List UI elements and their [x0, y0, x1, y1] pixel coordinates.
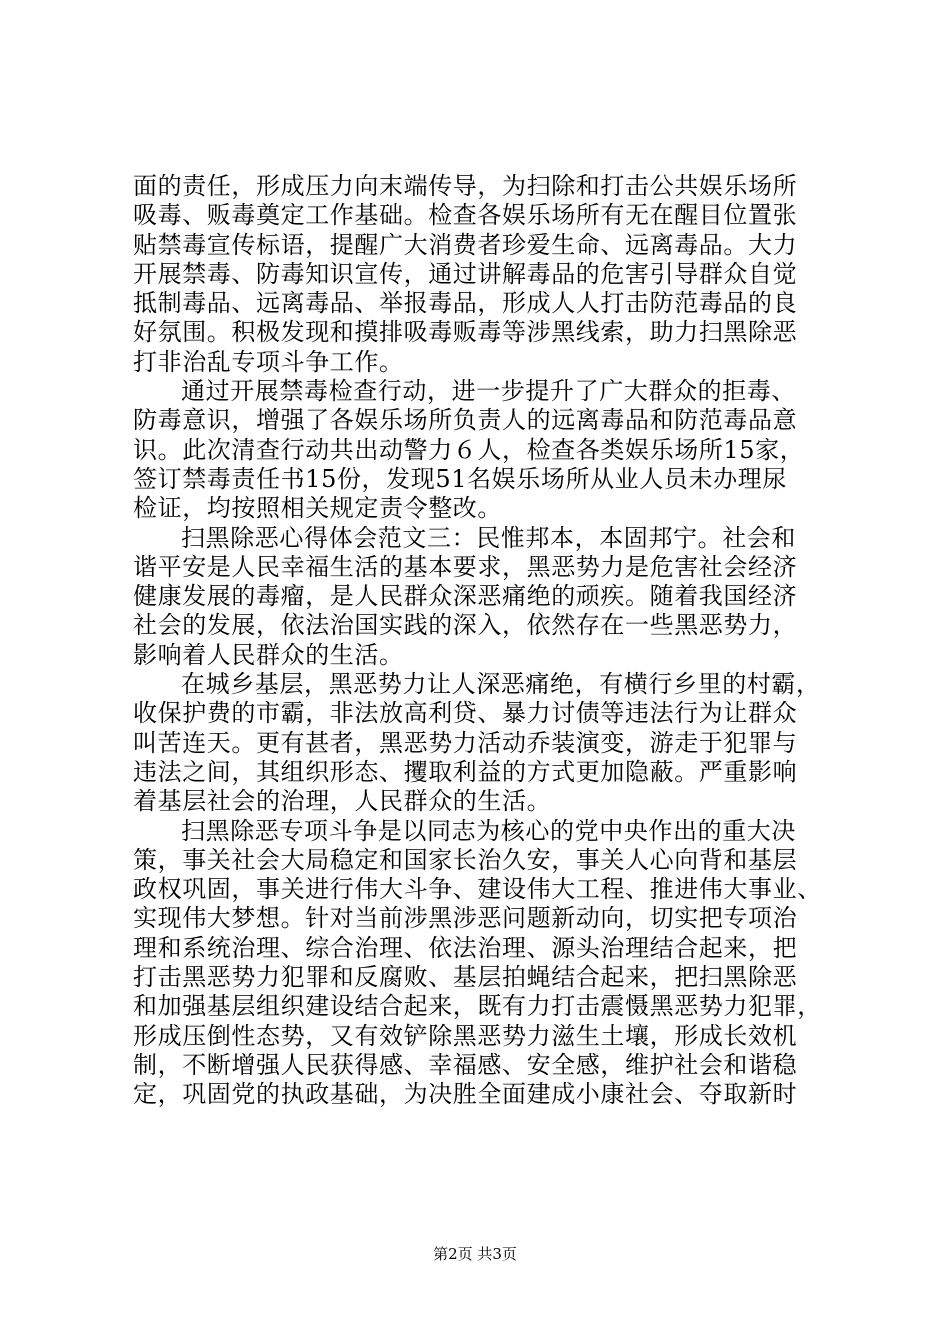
paragraph-first-line: 在城乡基层，黑恶势力让人深恶痛绝，有横行乡里的村霸，	[181, 670, 821, 699]
text-line: 和加强基层组织建设结合起来，既有力打击震慑黑恶势力犯罪，	[133, 992, 822, 1021]
page-footer	[0, 1244, 950, 1264]
text-line: 形成压倒性态势，又有效铲除黑恶势力滋生土壤，形成长效机	[133, 1021, 798, 1050]
document-body	[133, 172, 833, 1110]
text-line: 防毒意识，增强了各娱乐场所负责人的远离毒品和防范毒品意	[133, 406, 798, 435]
text-line: 制，不断增强人民获得感、幸福感、安全感，维护社会和谐稳	[133, 1050, 798, 1079]
text-line: 识。此次清查行动共出动警力６人，检查各类娱乐场所15家，	[133, 435, 805, 464]
text-line: 检证，均按照相关规定责令整改。	[133, 494, 502, 523]
text-line: 违法之间，其组织形态、攫取利益的方式更加隐蔽。严重影响	[133, 757, 798, 786]
text-line: 社会的发展，依法治国实践的深入，依然存在一些黑恶势力，	[133, 611, 798, 640]
text-line: 打非治乱专项斗争工作。	[133, 347, 404, 376]
text-line: 定，巩固党的执政基础，为决胜全面建成小康社会、夺取新时	[133, 1080, 798, 1109]
paragraph-first-line: 通过开展禁毒检查行动，进一步提升了广大群众的拒毒、	[181, 377, 796, 406]
text-line: 策，事关社会大局稳定和国家长治久安，事关人心向背和基层	[133, 845, 798, 874]
text-line: 抵制毒品、远离毒品、举报毒品，形成人人打击防范毒品的良	[133, 289, 798, 318]
text-line: 吸毒、贩毒奠定工作基础。检查各娱乐场所有无在醒目位置张	[133, 201, 798, 230]
text-line: 着基层社会的治理，人民群众的生活。	[133, 787, 552, 816]
text-line: 理和系统治理、综合治理、依法治理、源头治理结合起来，把	[133, 933, 798, 962]
text-line: 政权巩固，事关进行伟大斗争、建设伟大工程、推进伟大事业、	[133, 875, 822, 904]
text-line: 实现伟大梦想。针对当前涉黑涉恶问题新动向，切实把专项治	[133, 904, 798, 933]
text-line: 叫苦连天。更有甚者，黑恶势力活动乔装演变，游走于犯罪与	[133, 728, 798, 757]
text-line: 谐平安是人民幸福生活的基本要求，黑恶势力是危害社会经济	[133, 552, 798, 581]
text-line: 影响着人民群众的生活。	[133, 640, 404, 669]
text-line: 打击黑恶势力犯罪和反腐败、基层拍蝇结合起来，把扫黑除恶	[133, 963, 798, 992]
text-line: 好氛围。积极发现和摸排吸毒贩毒等涉黑线索，助力扫黑除恶	[133, 318, 798, 347]
text-line: 面的责任，形成压力向末端传导，为扫除和打击公共娱乐场所	[133, 172, 798, 200]
text-line: 签订禁毒责任书15份，发现51名娱乐场所从业人员未办理尿	[133, 464, 787, 493]
page-number: 第2页 共3页	[433, 1245, 517, 1263]
text-line: 贴禁毒宣传标语，提醒广大消费者珍爱生命、远离毒品。大力	[133, 230, 798, 259]
text-line: 收保护费的市霸，非法放高利贷、暴力讨债等违法行为让群众	[133, 699, 798, 728]
text-line: 开展禁毒、防毒知识宣传，通过讲解毒品的危害引导群众自觉	[133, 259, 798, 288]
text-line: 健康发展的毒瘤，是人民群众深恶痛绝的顽疾。随着我国经济	[133, 582, 798, 611]
paragraph-first-line: 扫黑除恶心得体会范文三：民惟邦本，本固邦宁。社会和	[181, 523, 796, 552]
paragraph-first-line: 扫黑除恶专项斗争是以同志为核心的党中央作出的重大决	[181, 816, 796, 845]
